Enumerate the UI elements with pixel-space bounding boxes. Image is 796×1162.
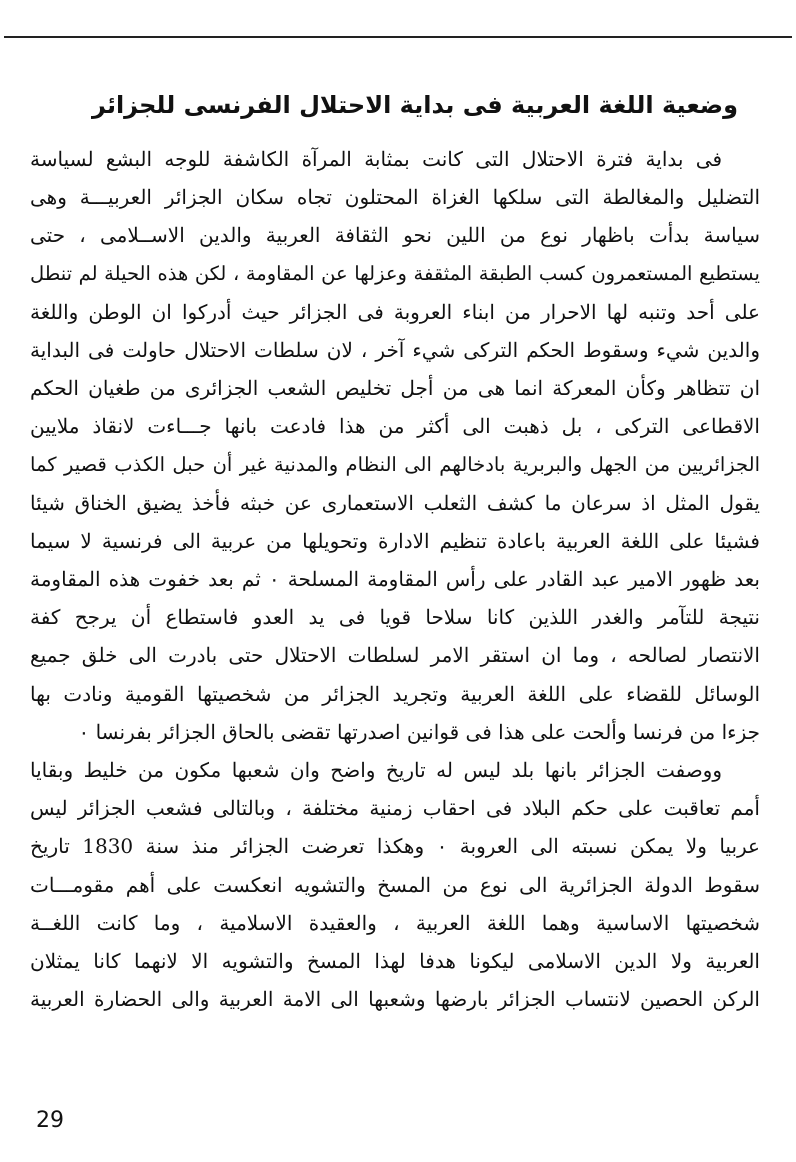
text-line: بعد ظهور الامير عبد القادر على رأس المقاومة المسلحة ٠ ثم بعد خفوت هذه المقاومة <box>30 567 760 592</box>
text-line: الاقطاعى التركى ، بل ذهبت الى أكثر من هذا فادعت بانها جـــاءت لانقاذ ملايين <box>30 414 760 439</box>
text-line: الجزائريين من الجهل والبربرية بادخالهم الى النظام والمدنية غير أن حبل الكذب قصير كما <box>30 452 760 476</box>
paragraph-2 <box>30 751 760 1018</box>
top-rule <box>4 36 792 38</box>
section-heading: وضعية اللغة العربية فى بداية الاحتلال الفرنسى للجزائر <box>92 91 738 119</box>
text-line: يقول المثل اذ سرعان ما كشف الثعلب الاستعمارى عن خبثه فأخذ يضيق الخناق شيئا <box>30 490 760 515</box>
text-line: سياسة بدأت باظهار نوع من اللين نحو الثقافة العربية والدين الاســلامى ، حتى <box>30 223 760 248</box>
text-line: سقوط الدولة الجزائرية الى نوع من المسخ والتشويه انعكست على أهم مقومـــات <box>30 872 760 897</box>
text-line: نتيجة للتآمر والغدر اللذين كانا سلاحا قويا فى يد العدو فاستطاع أن يرجح كفة <box>30 605 760 630</box>
text-line: ووصفت الجزائر بانها بلد ليس له تاريخ واضح وان شعبها مكون من خليط وبقايا <box>30 758 722 782</box>
text-line: الوسائل للقضاء على اللغة العربية وتجريد الجزائر من شخصيتها القومية ونادت بها <box>30 681 760 706</box>
text-line: فشيئا على اللغة العربية باعادة تنظيم الادارة وتحويلها من عربية الى فرنسية لا سيما <box>30 528 760 553</box>
text-line: الركن الحصين لانتساب الجزائر بارضها وشعبها الى الامة العربية والى الحضارة العربية <box>30 987 760 1012</box>
text-line: عربيا ولا يمكن نسبته الى العروبة ٠ وهكذا تعرضت الجزائر منذ سنة 1830 تاريخ <box>30 834 760 859</box>
text-line: والدين شيء وسقوط الحكم التركى شيء آخر ، لان سلطات الاحتلال حاولت فى البداية <box>30 337 760 362</box>
text-line: يستطيع المستعمرون كسب الطبقة المثقفة وعزلها عن المقاومة ، لكن هذه الحيلة لم تنطل <box>30 261 760 285</box>
text-line: أمم تعاقبت على حكم البلاد فى احقاب زمنية مختلفة ، وبالتالى فشعب الجزائر ليس <box>30 796 760 821</box>
text-line: جزءا من فرنسا وألحت على هذا فى قوانين اصدرتها تقضى بالحاق الجزائر بفرنسا ٠ <box>78 719 760 744</box>
text-line: الانتصار لصالحه ، وما ان استقر الامر لسلطات الاحتلال حتى بادرت الى خلق جميع <box>30 643 760 668</box>
text-line: على أحد وتنبه لها الاحرار من ابناء العروبة فى الجزائر حيث أدركوا ان الوطن واللغة <box>30 299 760 324</box>
paragraph-1 <box>30 140 760 751</box>
text-line: فى بداية فترة الاحتلال التى كانت بمثابة المرآة الكاشفة للوجه البشع لسياسة <box>30 147 723 171</box>
body-text <box>30 140 760 1018</box>
text-line: شخصيتها الاساسية وهما اللغة العربية ، والعقيدة الاسلامية ، وما كانت اللغــة <box>30 910 760 935</box>
text-line: التضليل والمغالطة التى سلكها الغزاة المحتلون تجاه سكان الجزائر العربيـــة وهى <box>30 185 760 210</box>
text-line: ان تتظاهر وكأن المعركة انما هى من أجل تخليص الشعب الجزائرى من طغيان الحكم <box>30 376 760 401</box>
page-number: 29 <box>36 1108 64 1133</box>
text-line: العربية ولا الدين الاسلامى ليكونا هدفا لهذا المسخ والتشويه الا لانهما كانا يمثلان <box>30 948 760 973</box>
